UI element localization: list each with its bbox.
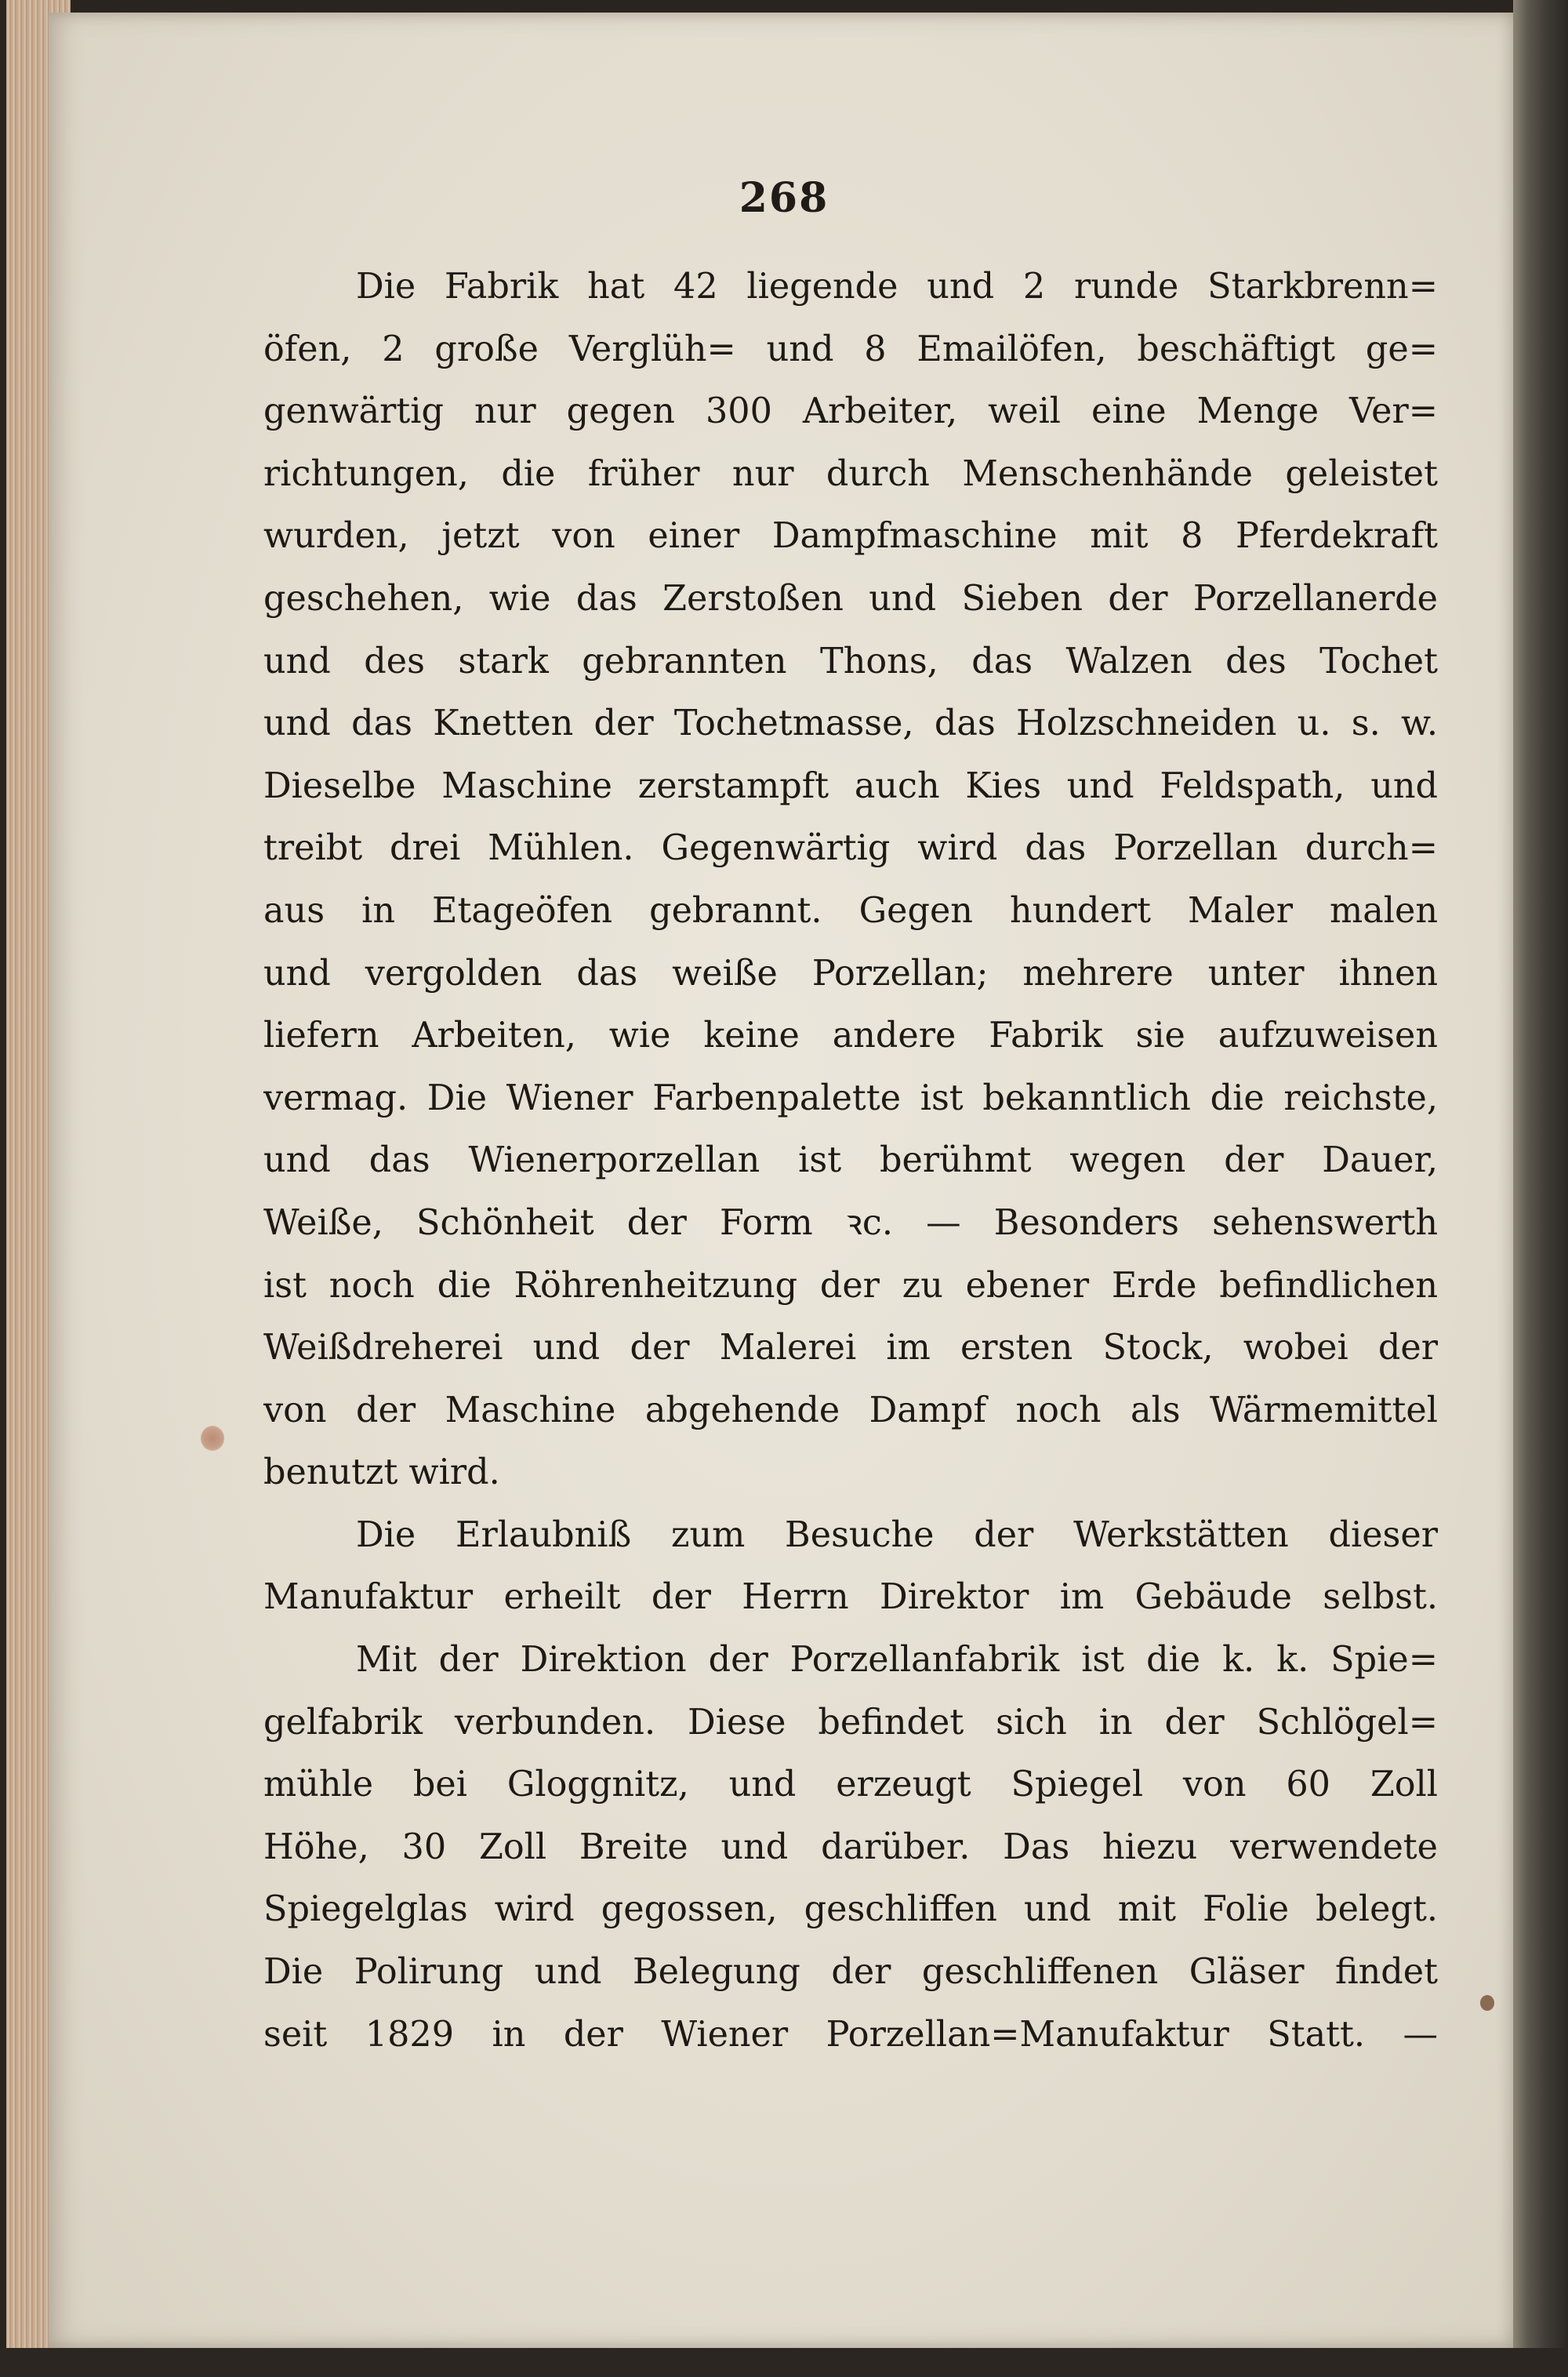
text-line: und des stark gebrannten Thons, das Walzen des Tochet: [263, 641, 1438, 681]
text-line: Weiße, Schönheit der Form ꝛc. — Besonders sehenswerth: [263, 1202, 1438, 1243]
text-line: und das Knetten der Tochetmasse, das Holzschneiden u. s. w.: [263, 703, 1438, 744]
text-line: von der Maschine abgehende Dampf noch als Wärmemittel: [263, 1390, 1438, 1430]
text-line: Höhe, 30 Zoll Breite und darüber. Das hiezu verwendete: [263, 1826, 1438, 1867]
text-line: gelfabrik verbunden. Diese befindet sich in der Schlögel=: [263, 1702, 1438, 1743]
text-line: geschehen, wie das Zerstoßen und Sieben der Porzellanerde: [263, 578, 1438, 619]
text-line: Die Fabrik hat 42 liegende und 2 runde Starkbrenn=: [356, 267, 1438, 307]
text-line: Manufaktur erheilt der Herrn Direktor im Gebäude selbst.: [263, 1577, 1438, 1618]
text-line: genwärtig nur gegen 300 Arbeiter, weil eine Menge Ver=: [263, 391, 1438, 432]
paper-stain: [201, 1426, 224, 1451]
text-line: mühle bei Gloggnitz, und erzeugt Spiegel von 60 Zoll: [263, 1765, 1438, 1805]
paper-spot: [1480, 1995, 1494, 2011]
text-line: seit 1829 in der Wiener Porzellan=Manufaktur Statt. —: [263, 2014, 1438, 2055]
page-number: 268: [739, 174, 829, 222]
text-line: treibt drei Mühlen. Gegenwärtig wird das Porzellan durch=: [263, 828, 1438, 869]
text-line: ist noch die Röhrenheitzung der zu ebener Erde befindlichen: [263, 1265, 1438, 1306]
text-line: vermag. Die Wiener Farbenpalette ist bekanntlich die reichste,: [263, 1078, 1438, 1118]
book-spine-shadow: [1513, 0, 1568, 2377]
text-line: liefern Arbeiten, wie keine andere Fabrik sie aufzuweisen: [263, 1016, 1438, 1056]
text-line: und vergolden das weiße Porzellan; mehrere unter ihnen: [263, 953, 1438, 994]
text-line: wurden, jetzt von einer Dampfmaschine mit 8 Pferdekraft: [263, 516, 1438, 557]
text-line: Mit der Direktion der Porzellanfabrik ist die k. k. Spie=: [356, 1640, 1438, 1681]
text-line: öfen, 2 große Verglüh= und 8 Emailöfen, beschäftigt ge=: [263, 329, 1438, 369]
text-line: benutzt wird.: [263, 1452, 500, 1493]
text-line: richtungen, die früher nur durch Menschenhände geleistet: [263, 453, 1438, 494]
text-line: und das Wienerporzellan ist berühmt wegen der Dauer,: [263, 1140, 1438, 1181]
text-line: Die Erlaubniß zum Besuche der Werkstätten dieser: [356, 1514, 1438, 1555]
text-line: Dieselbe Maschine zerstampft auch Kies und Feldspath, und: [263, 765, 1438, 806]
text-line: aus in Etageöfen gebrannt. Gegen hundert Maler malen: [263, 890, 1438, 931]
text-line: Weißdreherei und der Malerei im ersten Stock, wobei der: [263, 1328, 1438, 1368]
scan-bottom-border: [0, 2348, 1568, 2377]
body-text: [263, 256, 1438, 2066]
text-line: Spiegelglas wird gegossen, geschliffen und mit Folie belegt.: [263, 1889, 1438, 1930]
text-line: Die Polirung und Belegung der geschliffenen Gläser findet: [263, 1952, 1438, 1993]
